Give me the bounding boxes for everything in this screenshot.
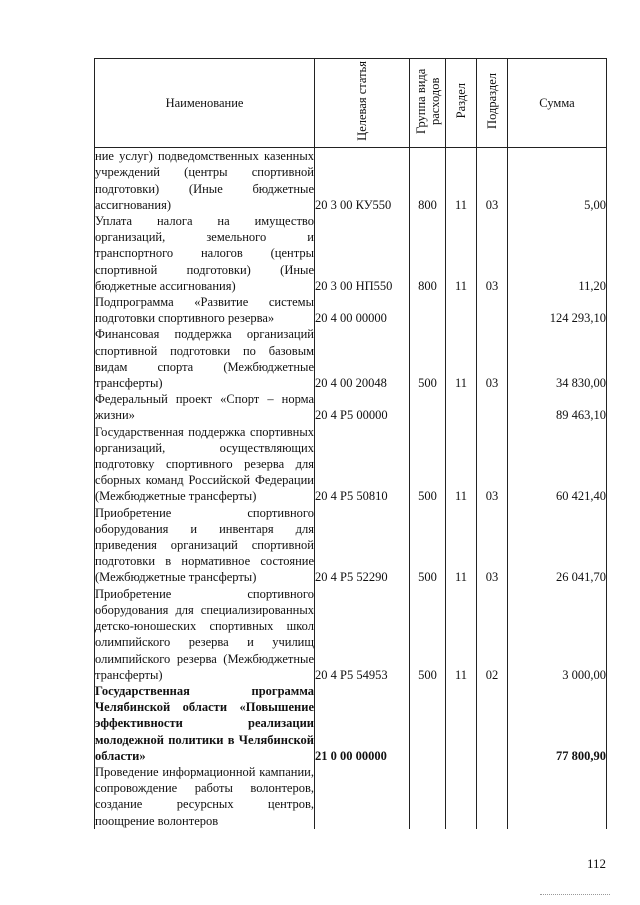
row-section: 11 <box>446 326 477 391</box>
row-section: 11 <box>446 424 477 505</box>
row-target-article: 20 4 00 00000 <box>315 294 410 326</box>
header-target-article: Целевая статья <box>315 59 410 148</box>
row-subsection: 03 <box>477 213 508 294</box>
row-target-article: 21 0 00 00000 <box>315 683 410 764</box>
row-expense-group <box>410 391 446 423</box>
header-name: Наименование <box>95 59 315 148</box>
row-expense-group: 500 <box>410 424 446 505</box>
row-section <box>446 764 477 829</box>
table-row-program <box>95 683 607 764</box>
row-subsection <box>477 294 508 326</box>
header-section: Раздел <box>446 59 477 148</box>
row-section <box>446 391 477 423</box>
row-expense-group: 500 <box>410 326 446 391</box>
row-sum: 124 293,10 <box>508 294 607 326</box>
row-target-article: 20 4 P5 52290 <box>315 505 410 586</box>
row-subsection <box>477 391 508 423</box>
row-expense-group <box>410 683 446 764</box>
row-section: 11 <box>446 148 477 213</box>
row-target-article <box>315 764 410 829</box>
row-name: Приобретение спортивного оборудования и инвентаря для приведения организаций спортивной подготовки в нормативное состояние (Межбюджетные трансферты) <box>95 505 314 585</box>
row-sum: 3 000,00 <box>508 586 607 683</box>
row-target-article: 20 4 P5 50810 <box>315 424 410 505</box>
row-expense-group <box>410 764 446 829</box>
row-section <box>446 294 477 326</box>
row-name: ние услуг) подведомственных казенных учреждений (центры спортивной подготовки) (Иные бюджетные ассигнования) <box>95 149 314 212</box>
row-section: 11 <box>446 586 477 683</box>
row-sum: 60 421,40 <box>508 424 607 505</box>
row-target-article: 20 3 00 КУ550 <box>315 148 410 213</box>
row-name: Федеральный проект «Спорт – норма жизни» <box>95 392 314 423</box>
row-target-article: 20 4 P5 54953 <box>315 586 410 683</box>
table-row <box>95 424 607 505</box>
row-sum <box>508 764 607 829</box>
table-row <box>95 326 607 391</box>
table-header-row <box>95 59 607 148</box>
row-section: 11 <box>446 505 477 586</box>
header-subsection: Подраздел <box>477 59 508 148</box>
table-row <box>95 294 607 326</box>
row-name: Финансовая поддержка организаций спортивной подготовки по базовым видам спорта (Межбюджетные трансферты) <box>95 327 314 391</box>
row-sum: 89 463,10 <box>508 391 607 423</box>
row-name: Уплата налога на имущество организаций, земельного и транспортного налогов (центры спортивной подготовки) (Иные бюджетные ассигнования) <box>95 214 314 293</box>
row-subsection: 03 <box>477 505 508 586</box>
row-target-article: 20 4 00 20048 <box>315 326 410 391</box>
page-number: 112 <box>587 856 607 871</box>
table-row <box>95 391 607 423</box>
row-target-article: 20 4 P5 00000 <box>315 391 410 423</box>
row-name: Проведение информационной кампании, сопровождение работы волонтеров, создание ресурсных центров, поощрение волонтеров <box>95 764 314 828</box>
row-subsection <box>477 683 508 764</box>
row-expense-group: 500 <box>410 505 446 586</box>
table-row <box>95 586 607 683</box>
row-name: Государственная программа Челябинской области «Повышение эффективности реализации молодежной политики в Челябинской области» <box>95 683 314 763</box>
row-expense-group: 800 <box>410 213 446 294</box>
header-expense-group: Группа вида расходов <box>410 59 446 148</box>
header-sum: Сумма <box>508 59 607 148</box>
row-sum: 5,00 <box>508 148 607 213</box>
row-expense-group: 800 <box>410 148 446 213</box>
table-row <box>95 148 607 213</box>
row-sum: 34 830,00 <box>508 326 607 391</box>
row-sum: 26 041,70 <box>508 505 607 586</box>
row-name: Государственная поддержка спортивных организаций, осуществляющих подготовку спортивного резерва для сборных команд Российской Федерации (Межбюджетные трансферты) <box>95 424 314 504</box>
row-sum: 11,20 <box>508 213 607 294</box>
row-sum: 77 800,90 <box>508 683 607 764</box>
row-target-article: 20 3 00 НП550 <box>315 213 410 294</box>
row-subsection: 02 <box>477 586 508 683</box>
row-subsection: 03 <box>477 148 508 213</box>
row-expense-group: 500 <box>410 586 446 683</box>
row-subsection: 03 <box>477 424 508 505</box>
table-row <box>95 505 607 586</box>
table-row <box>95 213 607 294</box>
row-name: Подпрограмма «Развитие системы подготовки спортивного резерва» <box>95 295 314 326</box>
row-expense-group <box>410 294 446 326</box>
budget-table <box>94 58 607 829</box>
row-subsection <box>477 764 508 829</box>
table-row <box>95 764 607 829</box>
row-subsection: 03 <box>477 326 508 391</box>
scan-artifact-divider <box>540 894 610 895</box>
row-section: 11 <box>446 213 477 294</box>
row-section <box>446 683 477 764</box>
row-name: Приобретение спортивного оборудования для специализированных детско-юношеских спортивных школ олимпийского резерва и училищ олимпийского резерва (Межбюджетные трансферты) <box>95 586 314 682</box>
